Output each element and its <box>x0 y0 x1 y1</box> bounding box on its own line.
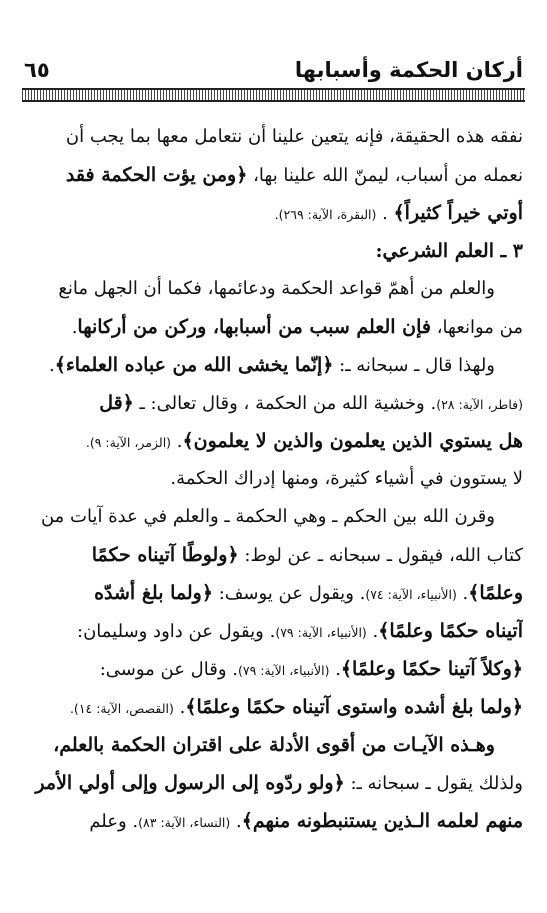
citation: (الأنبياء، الآية: ٧٩) <box>237 663 330 678</box>
text-line <box>24 726 523 764</box>
header-rule <box>22 88 525 102</box>
text-line <box>24 308 523 346</box>
text-line <box>24 156 523 194</box>
bold-text: ﴿ولما بلغ أشدّه <box>94 582 213 604</box>
body-text-segment: . <box>366 621 379 642</box>
citation: (الأنبياء، الآية: ٧٩) <box>275 625 367 640</box>
bold-text: وعلمًا﴾ <box>468 582 523 604</box>
bold-text: فإن العلم سبب من أسبابها، وركن من أركانها <box>77 316 431 338</box>
bold-text: ﴿ولو ردّوه إلى الرسول وإلى أولي الأمر <box>35 772 345 794</box>
body-text-segment: . <box>329 659 341 680</box>
page-header <box>24 58 523 86</box>
body-text-segment: كتاب الله، فيقول ـ سبحانه ـ عن لوط: <box>238 545 523 566</box>
text-line <box>24 650 523 688</box>
body-text-segment: . ويقول عن داود وسليمان: <box>77 621 276 642</box>
text-line <box>24 270 523 308</box>
bold-text: ﴿ولما بلغ أشده واستوى آتيناه حكمًا وعلمًا﴾ <box>185 696 523 718</box>
body-text-segment: من موانعها، <box>430 317 523 338</box>
body-text-segment: . <box>376 203 394 224</box>
bold-text: ﴿إنّما يخشى الله من عباده العلماء﴾ <box>54 354 334 376</box>
text-line <box>24 232 523 270</box>
body-text-segment: . <box>456 583 469 604</box>
body-text-segment: . <box>48 355 55 376</box>
text-line <box>24 764 523 802</box>
text-line <box>24 384 523 422</box>
body-text-segment: ولهذا قال ـ سبحانه ـ: <box>333 355 495 376</box>
citation: (النساء، الآية: ٨٣) <box>138 815 231 830</box>
bold-text: وهـذه الآيـات من أقوى الأدلة على اقتران الحكمة بالعلم، <box>53 734 495 756</box>
text-line <box>24 460 523 498</box>
body-text-segment: نفقه هذه الحقيقة، فإنه يتعين علينا أن نتعامل معها بما يجب أن <box>65 126 523 147</box>
body-text-segment: . وعلم <box>89 811 139 832</box>
body-text-segment: . <box>171 431 183 452</box>
bold-text: هل يستوي الذين يعلمون والذين لا يعلمون﴾ <box>182 430 523 452</box>
citation: (الأنبياء، الآية: ٧٤) <box>365 587 457 602</box>
text-line <box>24 346 523 384</box>
bold-text: منهم لعلمه الـذين يستنبطونه منهم﴾ <box>241 810 523 832</box>
bold-text: ﴿وكلاً آتينا حكمًا وعلمًا﴾ <box>340 658 523 680</box>
text-line <box>24 574 523 612</box>
body-text-segment: . ويقول عن يوسف: <box>213 583 366 604</box>
text-line <box>24 498 523 536</box>
bold-text: ﴿ولوطًا آتيناه حكمًا <box>91 544 239 566</box>
body-text-segment: . وقال عن موسى: <box>99 659 238 680</box>
body-text-segment: لا يستوون في أشياء كثيرة، ومنها إدراك الحكمة. <box>170 468 523 489</box>
body-text-segment: . <box>71 317 78 338</box>
page-number: ٦٥ <box>24 58 50 82</box>
text-line <box>24 688 523 726</box>
body-text-segment: نعمله من أسباب، ليمنّ الله علينا بها، <box>247 165 523 186</box>
citation: (الزمر، الآية: ٩). <box>85 435 172 450</box>
bold-text: ﴿قل <box>99 392 134 414</box>
bold-text: أوتي خيراً كثيراً﴾ <box>393 202 523 224</box>
body-text-segment: وقرن الله بين الحكم ـ وهي الحكمة ـ والعلم في عدة آيات من <box>40 506 495 527</box>
bold-text: ﴿ومن يؤت الحكمة فقد <box>65 164 248 186</box>
text-line <box>24 802 523 840</box>
bold-text: ٣ ـ العلم الشرعي: <box>375 240 523 262</box>
citation: (فاطر، الآية: ٢٨) <box>436 397 523 412</box>
citation: (القصص، الآية: ١٤). <box>69 701 174 716</box>
text-line <box>24 194 523 232</box>
body-text-segment: . <box>230 811 242 832</box>
body-text <box>24 118 523 840</box>
text-line <box>24 422 523 460</box>
body-text-segment: . وخشية الله من الحكمة ، وقال تعالى: ـ <box>133 393 437 414</box>
body-text-segment: . <box>173 697 186 718</box>
citation: (البقرة، الآية: ٢٦٩). <box>274 207 377 222</box>
body-text-segment: ولذلك يقول ـ سبحانه ـ: <box>344 773 523 794</box>
running-title: أركان الحكمة وأسبابها <box>294 58 523 82</box>
bold-text: آتيناه حكمًا وعلمًا﴾ <box>378 620 523 642</box>
text-line <box>24 118 523 156</box>
text-line <box>24 612 523 650</box>
body-text-segment: والعلم من أهمّ قواعد الحكمة ودعائمها، فكما أن الجهل مانع <box>58 278 495 299</box>
text-line <box>24 536 523 574</box>
